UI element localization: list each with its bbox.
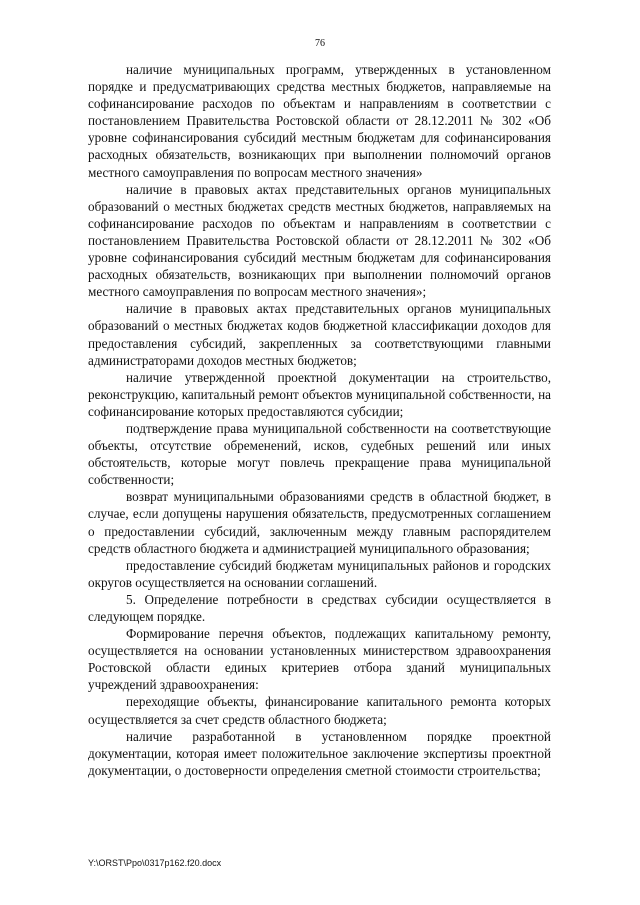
document-body: [88, 61, 551, 779]
paragraph: наличие разработанной в установленном порядке проектной документации, которая имеет положительное заключение экспертизы проектной документации, о достоверности определения сметной стоимости строительства;: [88, 728, 551, 778]
paragraph: 5. Определение потребности в средствах субсидии осуществляется в следующем порядке.: [88, 591, 551, 624]
paragraph: наличие утвержденной проектной документации на строительство, реконструкцию, капитальный ремонт объектов муниципальной собственности, на софинансирование которых предоставляются субсидии;: [88, 369, 551, 419]
paragraph: наличие муниципальных программ, утвержденных в установленном порядке и предусматривающих средства местных бюджетов, направляемые на софинансирование расходов по объектам и направлениям в соответствии с постановлением Правительства Ростовской области от 28.12.2011 № 302 «Об уровне софинансирования субсидий местным бюджетам для софинансирования расходных обязательств, возникающих при выполнении полномочий органов местного самоуправления по вопросам местного значения»: [88, 62, 551, 180]
paragraph: наличие в правовых актах представительных органов муниципальных образований о местных бюджетах кодов бюджетной классификации доходов для предоставления субсидий, закрепленных за соответствующими главными администраторами доходов местных бюджетов;: [88, 301, 551, 368]
page-number: 76: [315, 38, 325, 49]
file-path-footer: Y:\ORST\Ppo\0317p162.f20.docx: [88, 858, 222, 868]
paragraph: наличие в правовых актах представительных органов муниципальных образований о местных бюджетах средств местных бюджетов, направляемых на софинансирование расходов по объектам и направлениям в соответствии с постановлением Правительства Ростовской области от 28.12.2011 № 302 «Об уровне софинансирования субсидий местным бюджетам для софинансирования расходных обязательств, возникающих при выполнении полномочий органов местного самоуправления по вопросам местного значения»;: [88, 181, 551, 300]
paragraph: предоставление субсидий бюджетам муниципальных районов и городских округов осуществляется на основании соглашений.: [88, 557, 551, 590]
paragraph: переходящие объекты, финансирование капитального ремонта которых осуществляется за счет средств областного бюджета;: [88, 694, 551, 727]
paragraph: подтверждение права муниципальной собственности на соответствующие объекты, отсутствие обременений, исков, судебных решений или иных обстоятельств, которые могут повлечь прекращение права муниципальной собственности;: [88, 420, 551, 488]
paragraph: возврат муниципальными образованиями средств в областной бюджет, в случае, если допущены нарушения обязательств, предусмотренных соглашением о предоставлении субсидий, заключенным между главным распорядителем средств областного бюджета и администрацией муниципального образования;: [88, 489, 551, 556]
paragraph: Формирование перечня объектов, подлежащих капитальному ремонту, осуществляется на основании установленных министерством здравоохранения Ростовской области единых критериев отбора зданий муниципальных учреждений здравоохранения:: [88, 626, 551, 693]
